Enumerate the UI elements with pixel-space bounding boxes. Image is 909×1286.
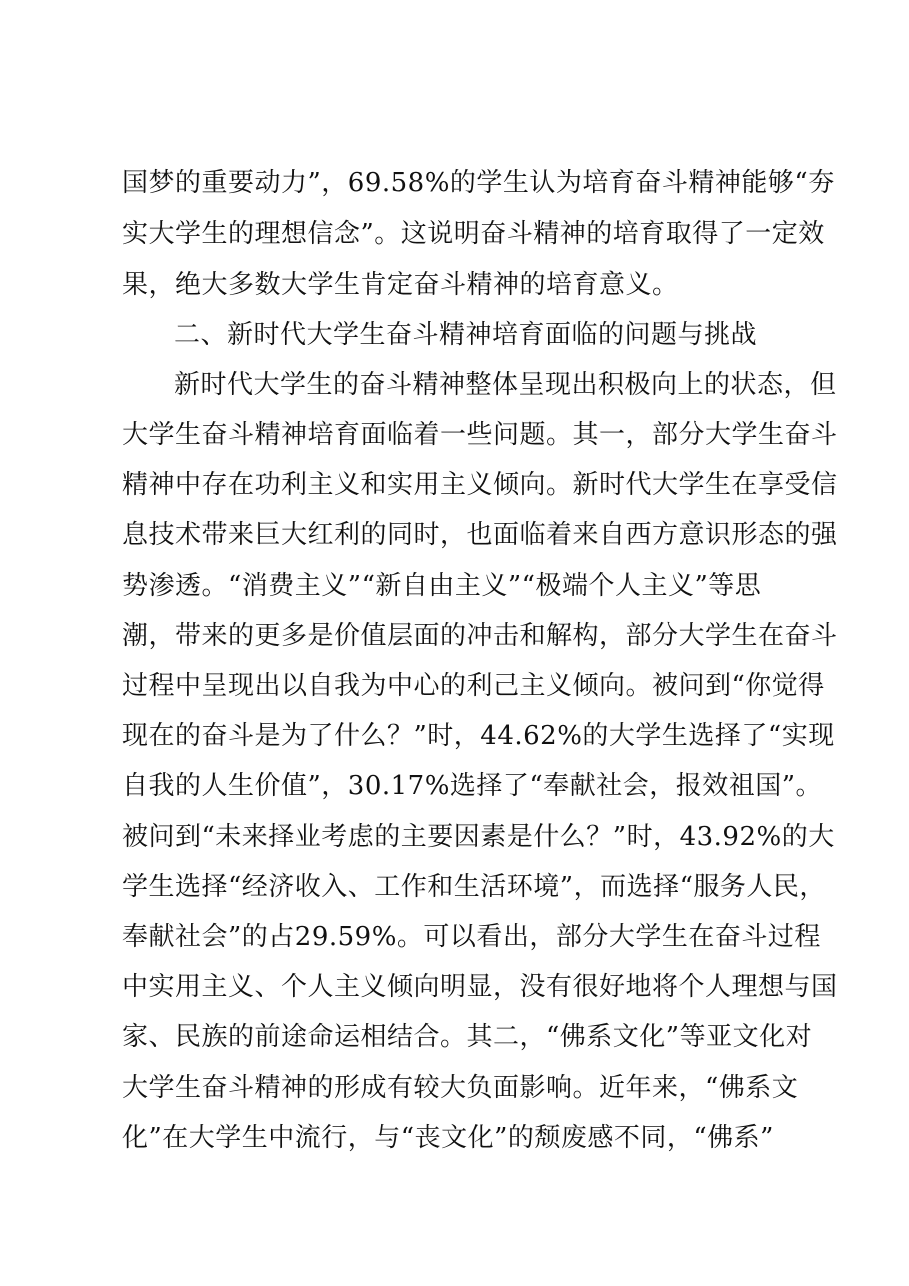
text-line-12: 现在的奋斗是为了什么？”时，44.62%的大学生选择了“实现 xyxy=(122,721,835,751)
text-line-2: 实大学生的理想信念”。这说明奋斗精神的培育取得了一定效 xyxy=(122,219,825,249)
text-line-3: 果，绝大多数大学生肯定奋斗精神的培育意义。 xyxy=(122,270,679,300)
text-line-14: 被问到“未来择业考虑的主要因素是什么？”时，43.92%的大 xyxy=(122,822,835,852)
text-line-19: 大学生奋斗精神的形成有较大负面影响。近年来，“佛系文 xyxy=(122,1073,799,1103)
section-heading: 二、新时代大学生奋斗精神培育面临的问题与挑战 xyxy=(174,320,758,350)
text-line-15: 学生选择“经济收入、工作和生活环境”，而选择“服务人民， xyxy=(122,872,826,902)
text-line-13: 自我的人生价值”，30.17%选择了“奉献社会，报效祖国”。 xyxy=(122,771,823,801)
text-line-11: 过程中呈现出以自我为中心的利己主义倾向。被问到“你觉得 xyxy=(122,671,825,701)
text-line-9: 势渗透。“消费主义”“新自由主义”“极端个人主义”等思 xyxy=(122,571,762,601)
text-line-8: 息技术带来巨大红利的同时，也面临着来自西方意识形态的强 xyxy=(122,520,838,550)
text-line-7: 精神中存在功利主义和实用主义倾向。新时代大学生在享受信 xyxy=(122,470,838,500)
text-line-18: 家、民族的前途命运相结合。其二，“佛系文化”等亚文化对 xyxy=(122,1022,813,1052)
text-line-16: 奉献社会”的占29.59%。可以看出，部分大学生在奋斗过程 xyxy=(122,922,821,952)
text-line-1: 国梦的重要动力”，69.58%的学生认为培育奋斗精神能够“夯 xyxy=(122,168,835,198)
text-line-20: 化”在大学生中流行，与“丧文化”的颓废感不同，“佛系” xyxy=(122,1123,774,1153)
text-line-5: 新时代大学生的奋斗精神整体呈现出积极向上的状态，但 xyxy=(174,370,837,400)
text-line-6: 大学生奋斗精神培育面临着一些问题。其一，部分大学生奋斗 xyxy=(122,420,838,450)
text-line-10: 潮，带来的更多是价值层面的冲击和解构，部分大学生在奋斗 xyxy=(122,621,838,651)
text-line-17: 中实用主义、个人主义倾向明显，没有很好地将个人理想与国 xyxy=(122,972,838,1002)
